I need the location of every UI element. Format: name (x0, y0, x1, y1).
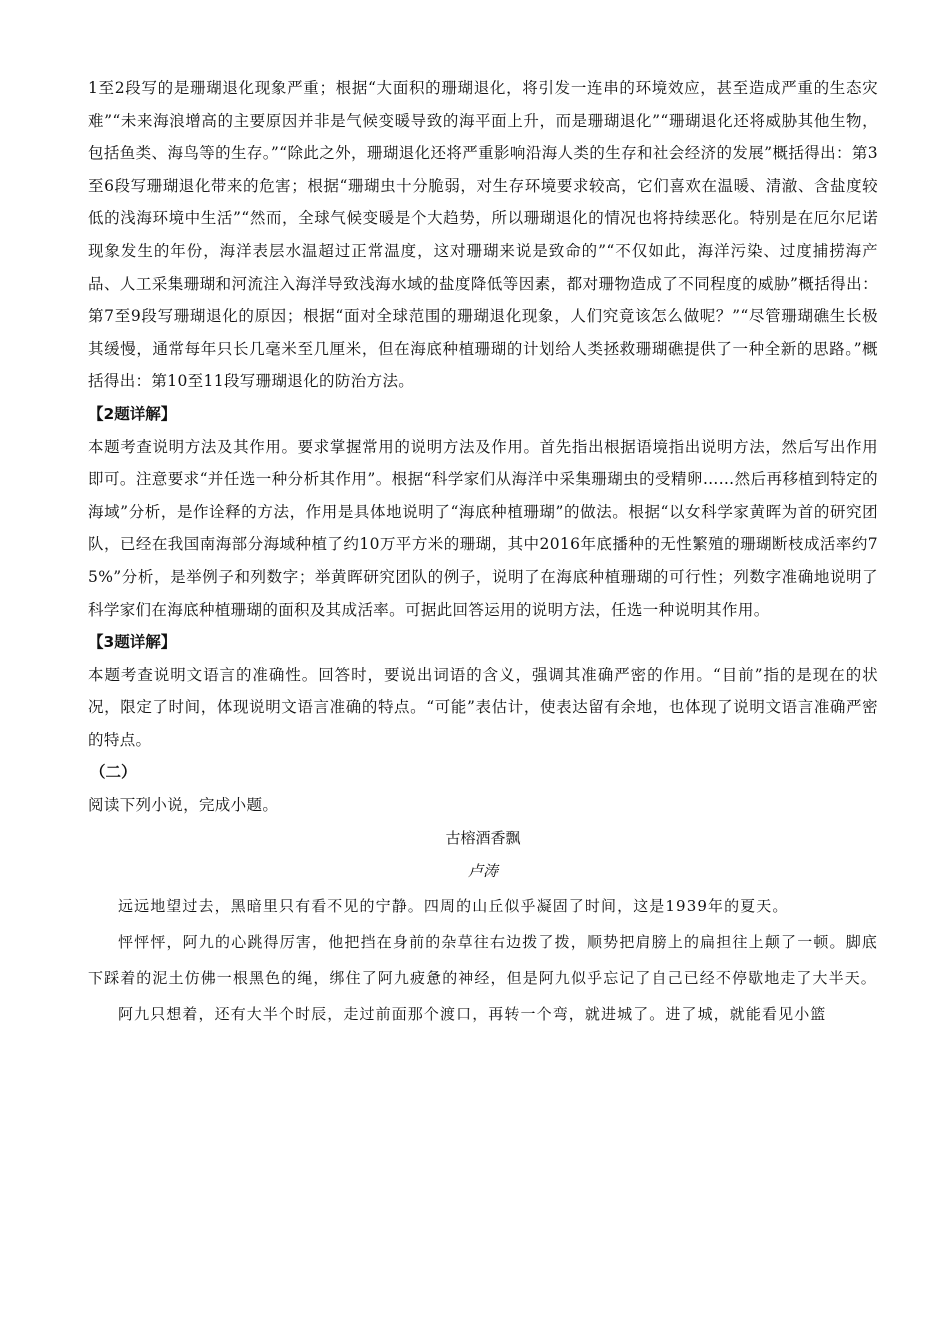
story-paragraph-3: 阿九只想着，还有大半个时辰，走过前面那个渡口，再转一个弯，就进城了。进了城，就能看见小篮 (118, 1004, 827, 1023)
question-2-heading: 【2题详解】 (88, 404, 177, 423)
story-paragraph-2: 怦怦怦，阿九的心跳得厉害，他把挡在身前的杂草往右边拨了拨，顺势把肩膀上的扁担往上颠了一顿。脚底下踩着的泥土仿佛一根黑色的绳，绑住了阿九疲惫的神经，但是阿九似乎忘记了自己已经不停歇地走了大半天。 (88, 932, 878, 987)
analysis-paragraph-1: 1至2段写的是珊瑚退化现象严重；根据“大面积的珊瑚退化，将引发一连串的环境效应，甚至造成严重的生态灾难”“未来海浪增高的主要原因并非是气候变暖导致的海平面上升，而是珊瑚退化”“珊瑚退化还将威胁其他生物，包括鱼类、海鸟等的生存。”“除此之外，珊瑚退化还将严重影响沿海人类的生存和社会经济的发展”概括得出：第3至6段写珊瑚退化带来的危害；根据“珊瑚虫十分脆弱，对生存环境要求较高，它们喜欢在温暖、清澈、含盐度较低的浅海环境中生活”“然而，全球气候变暖是个大趋势，所以珊瑚退化的情况也将持续恶化。特别是在厄尔尼诺现象发生的年份，海洋表层水温超过正常温度，这对珊瑚来说是致命的”“不仅如此，海洋污染、过度捕捞海产品、人工采集珊瑚和河流注入海洋导致浅海水域的盐度降低等因素，都对珊物造成了不同程度的威胁”概括得出：第7至9段写珊瑚退化的原因；根据“面对全球范围的珊瑚退化现象，人们究竟该怎么做呢？”“尽管珊瑚礁生长极其缓慢，通常每年只长几毫米至几厘米，但在海底种植珊瑚的计划给人类拯救珊瑚礁提供了一种全新的思路。”概括得出：第10至11段写珊瑚退化的防治方法。 (88, 79, 878, 391)
section-label: （二） (90, 763, 137, 782)
story-paragraph-1: 远远地望过去，黑暗里只有看不见的宁静。四周的山丘似乎凝固了时间，这是1939年的夏天。 (118, 896, 789, 915)
analysis-paragraph-2: 本题考查说明方法及其作用。要求掌握常用的说明方法及作用。首先指出根据语境指出说明方法，然后写出作用即可。注意要求“并任选一种分析其作用”。根据“科学家们从海洋中采集珊瑚虫的受精卵……然后再移植到特定的海域”分析，是作诠释的方法，作用是具体地说明了“海底种植珊瑚”的做法。根据“以女科学家黄晖为首的研究团队，已经在我国南海部分海域种植了约10万平方米的珊瑚，其中2016年底播种的无性繁殖的珊瑚断枝成活率约75%”分析，是举例子和列数字；举黄晖研究团队的例子，说明了在海底种植珊瑚的可行性；列数字准确地说明了科学家们在海底种植珊瑚的面积及其成活率。可据此回答运用的说明方法，任选一种说明其作用。 (88, 437, 878, 619)
analysis-paragraph-3: 本题考查说明文语言的准确性。回答时，要说出词语的含义，强调其准确严密的作用。“目前”指的是现在的状况，限定了时间，体现说明文语言准确的特点。“可能”表估计，使表达留有余地，也体现了说明文语言准确严密的特点。 (88, 665, 878, 749)
question-3-heading: 【3题详解】 (88, 633, 177, 652)
document-page (88, 72, 878, 1032)
story-author: 卢涛 (467, 861, 498, 880)
section-instruction: 阅读下列小说，完成小题。 (88, 796, 279, 815)
story-title: 古榕酒香飘 (445, 828, 521, 847)
